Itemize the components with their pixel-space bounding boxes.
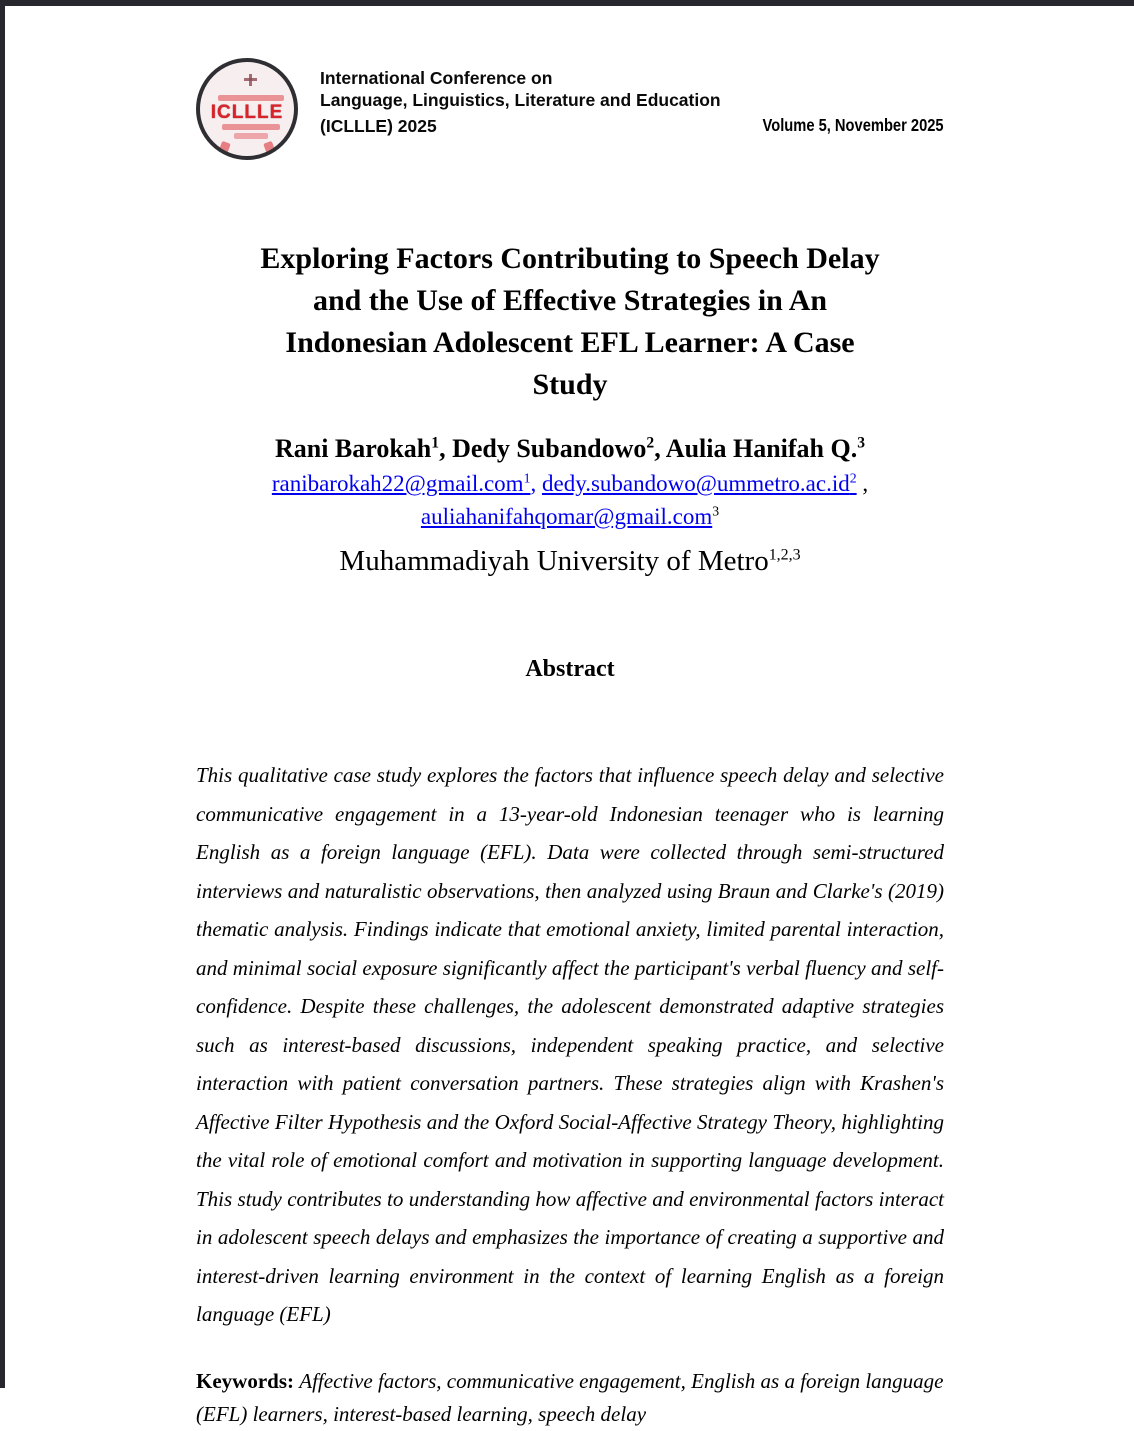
author-list [196, 432, 944, 466]
conference-name-line3: (ICLLLE) 2025 [320, 116, 437, 136]
conference-name-line2: Language, Linguistics, Literature and Education [320, 90, 721, 110]
author-emails [196, 467, 944, 533]
logo-decoration [218, 95, 284, 101]
email-address: dedy.subandowo@ummetro.ac.id [541, 471, 850, 496]
author-name: Dedy Subandowo [452, 434, 647, 463]
keywords-text: Affective factors, communicative engagement, English as a foreign language (EFL) learners, interest-based learning, speech delay [196, 1368, 944, 1426]
email-link-1[interactable] [272, 471, 531, 496]
page-content [196, 0, 944, 1431]
paper-title-line: Study [532, 368, 608, 401]
email-separator: , [530, 471, 542, 496]
paper-title-line: Exploring Factors Contributing to Speech Delay [260, 242, 880, 275]
logo-emblem-icon [244, 78, 257, 81]
conference-header [196, 58, 944, 170]
email-link-2[interactable] [542, 471, 857, 496]
author-separator: , [654, 434, 666, 463]
author-name: Aulia Hanifah Q. [665, 434, 858, 463]
paper-title [196, 238, 944, 406]
author-affiliation-marker: 2 [646, 434, 655, 452]
page-border-left [0, 0, 5, 1388]
email-separator: , [856, 471, 869, 496]
email-sup: 2 [849, 470, 857, 486]
email-line-2 [196, 500, 944, 533]
paper-title-line: Indonesian Adolescent EFL Learner: A Case [285, 326, 855, 359]
affiliation [196, 542, 944, 580]
logo-decoration [218, 141, 231, 155]
email-address: auliahanifahqomar@gmail.com [420, 504, 713, 529]
email-line-1 [196, 467, 944, 500]
conference-name-line1: International Conference on [320, 68, 553, 88]
conference-logo [196, 58, 298, 160]
volume-info: Volume 5, November 2025 [762, 115, 944, 135]
paper-title-line: and the Use of Effective Strategies in An [312, 284, 828, 317]
abstract-body: This qualitative case study explores the factors that influence speech delay and selective communicative engagement in a 13-year-old Indonesian teenager who is learning English as a foreign language (EFL). Data were collected through semi-structured interviews and naturalistic observations, then analyzed using Braun and Clarke's (2019) thematic analysis. Findings indicate that emotional anxiety, limited parental interaction, and minimal social exposure significantly affect the participant's verbal fluency and self-confidence. Despite these challenges, the adolescent demonstrated adaptive strategies such as interest-based discussions, independent speaking practice, and selective interaction with patient conversation partners. These strategies align with Krashen's Affective Filter Hypothesis and the Oxford Social-Affective Strategy Theory, highlighting the vital role of emotional comfort and motivation in supporting language development. This study contributes to understanding how affective and environmental factors interact in adolescent speech delays and emphasizes the importance of creating a supportive and interest-driven learning environment in the context of learning English as a foreign language (EFL) [196, 763, 944, 1326]
logo-decoration [263, 141, 276, 155]
author-separator: , [439, 434, 453, 463]
author-affiliation-marker: 3 [857, 434, 866, 452]
email-link-3[interactable] [421, 504, 712, 529]
email-sup: 1 [523, 470, 531, 486]
logo-decoration [222, 124, 280, 130]
affiliation-name: Muhammadiyah University of Metro [339, 545, 769, 577]
logo-decoration [234, 133, 268, 139]
keywords-label: Keywords: [196, 1368, 294, 1393]
email-sup: 3 [712, 503, 720, 519]
author-affiliation-marker: 1 [431, 434, 440, 452]
author-name: Rani Barokah [274, 434, 432, 463]
conference-name [320, 58, 721, 137]
abstract-heading: Abstract [525, 656, 615, 682]
email-address: ranibarokah22@gmail.com [271, 471, 524, 496]
logo-text: ICLLLE [210, 102, 284, 123]
affiliation-sup: 1,2,3 [768, 546, 801, 564]
keywords [196, 1365, 944, 1431]
